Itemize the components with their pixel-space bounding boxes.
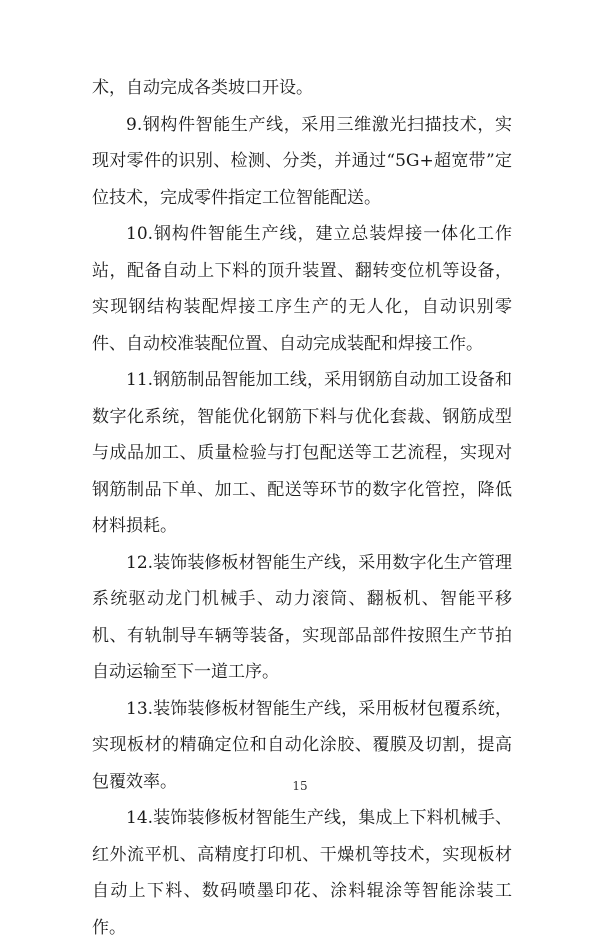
paragraph-continuation: 术，自动完成各类坡口开设。 [92, 78, 313, 98]
page-number: 15 [292, 779, 308, 793]
paragraph-item-9: 9.钢构件智能生产线，采用三维激光扫描技术，实现对零件的识别、检测、分类，并通过“5G+超宽带”定位技术，完成零件指定工位智能配送。 [92, 114, 512, 208]
paragraph-item-13: 13.装饰装修板材智能生产线，采用板材包覆系统，实现板材的精确定位和自动化涂胶、覆膜及切割，提高包覆效率。 [92, 698, 512, 792]
document-body [92, 70, 512, 946]
paragraph-item-10: 10.钢构件智能生产线，建立总装焊接一体化工作站，配备自动上下料的顶升装置、翻转变位机等设备，实现钢结构装配焊接工序生产的无人化，自动识别零件、自动校准装配位置、自动完成装配和焊接工作。 [92, 224, 512, 354]
paragraph-item-11: 11.钢筋制品智能加工线，采用钢筋自动加工设备和数字化系统，智能优化钢筋下料与优化套裁、钢筋成型与成品加工、质量检验与打包配送等工艺流程，实现对钢筋制品下单、加工、配送等环节的数字化管控，降低材料损耗。 [92, 370, 512, 536]
paragraph-item-14: 14.装饰装修板材智能生产线，集成上下料机械手、红外流平机、高精度打印机、干燥机等技术，实现板材自动上下料、数码喷墨印花、涂料辊涂等智能涂装工作。 [92, 808, 512, 938]
paragraph-item-12: 12.装饰装修板材智能生产线，采用数字化生产管理系统驱动龙门机械手、动力滚筒、翻板机、智能平移机、有轨制导车辆等装备，实现部品部件按照生产节拍自动运输至下一道工序。 [92, 552, 512, 682]
